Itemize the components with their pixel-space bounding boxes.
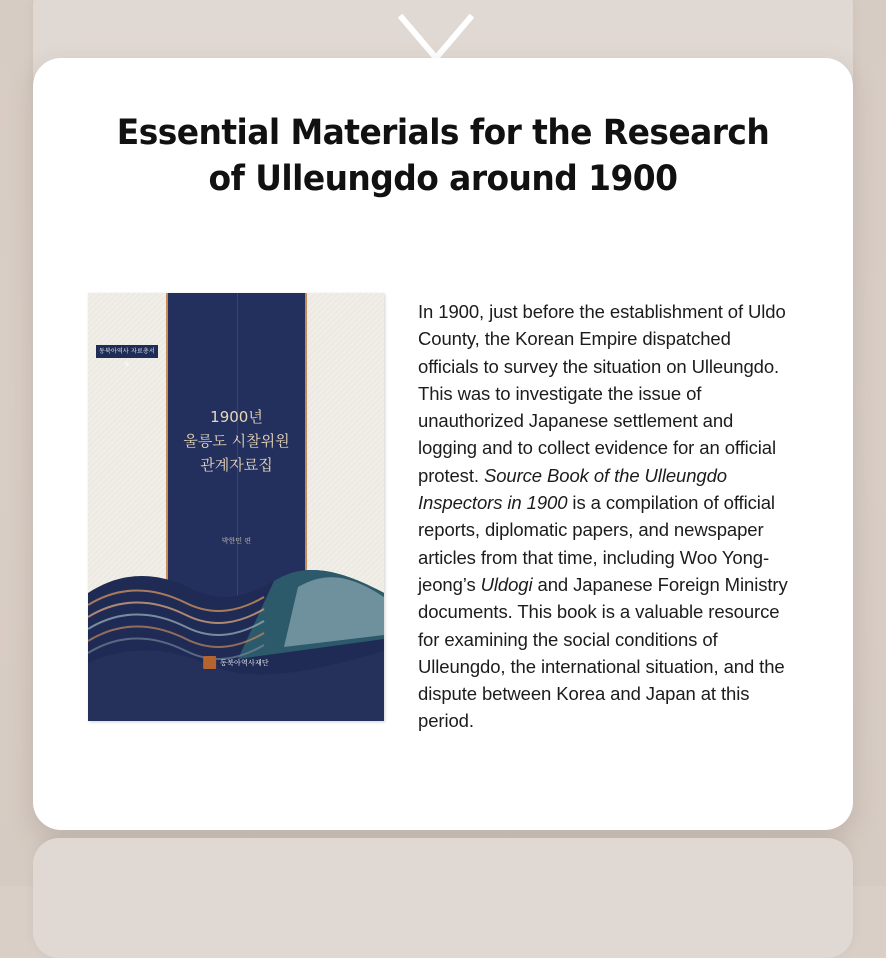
book-series-badge: 동북아역사 자료총서 6 — [96, 345, 158, 358]
book-title-korean-line-1: 1900년 — [210, 408, 263, 426]
description-text — [418, 298, 790, 735]
publisher-logo-label: 동북아역사재단 — [220, 658, 269, 667]
book-cover-wave-illustration — [88, 531, 384, 721]
book-cover-image — [88, 293, 384, 721]
description-italic-title-1: Source Book of the Ulleungdo Inspectors in 1900 — [418, 464, 727, 514]
book-author-korean: 박한민 편 — [221, 537, 252, 545]
description-paragraph-1: In 1900, just before the establishment of Uldo County, the Korean Empire dispatched officials to survey the situation on Ulleungdo. This was to investigate the issue of unauthorized Japanese settlement and logging and to collect evidence for an official protest. — [418, 301, 786, 486]
description-italic-title-2: Uldogi — [480, 573, 533, 595]
book-title-korean-line-2: 울릉도 시찰위원 — [183, 432, 290, 450]
publisher-logo-mark-icon — [203, 656, 216, 669]
book-title-korean — [168, 405, 305, 477]
chevron-down-icon — [398, 14, 474, 64]
decorative-card-bottom — [33, 838, 853, 958]
page-title-line-1: Essential Materials for the Research — [116, 113, 770, 153]
page-title — [114, 110, 772, 202]
content-card — [33, 58, 853, 830]
book-title-korean-line-3: 관계자료집 — [200, 456, 273, 474]
description-paragraph-2b: is a compilation of official reports, diplomatic papers, and newspaper articles from that time, including Woo Yong-jeong’s — [418, 492, 775, 595]
page-title-line-2: of Ulleungdo around 1900 — [208, 159, 678, 199]
book-publisher-logo — [203, 656, 269, 669]
description-paragraph-2c: and Japanese Foreign Ministry documents. This book is a valuable resource for examining the social conditions of Ulleungdo, the international situation, and the dispute between Korea and Japan at this period. — [418, 573, 788, 732]
